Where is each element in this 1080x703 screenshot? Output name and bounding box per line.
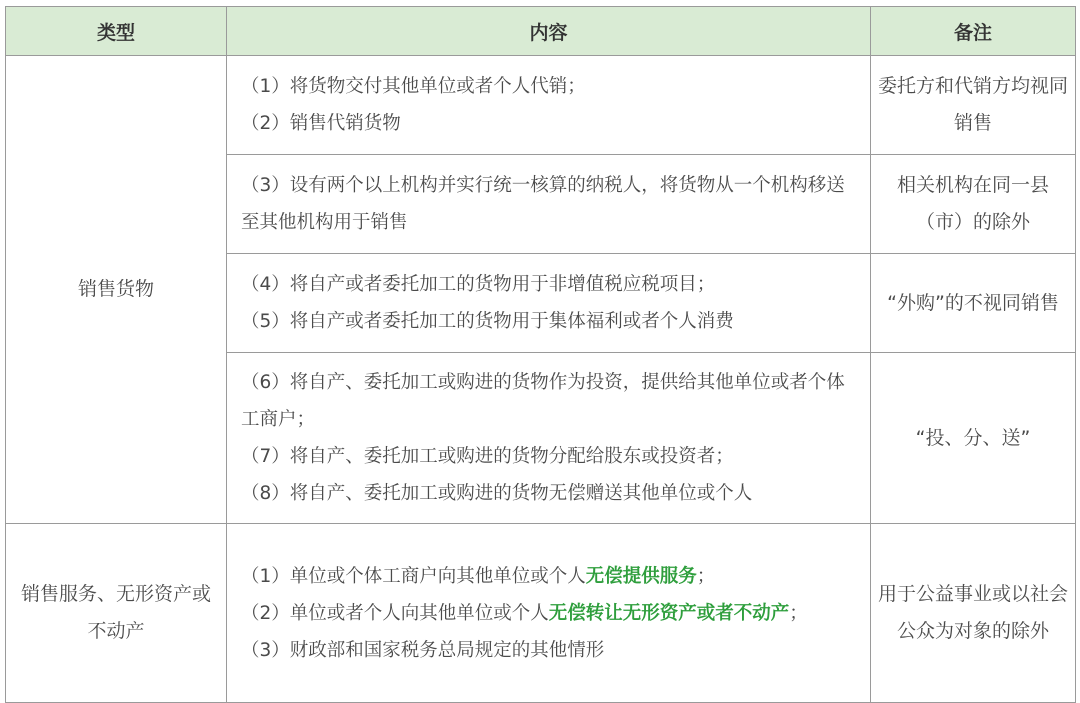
content-line: （6）将自产、委托加工或购进的货物作为投资，提供给其他单位或者个体工商户； [241,372,845,430]
header-note: 备注 [871,7,1076,56]
content-cell [227,254,871,353]
content-line: （7）将自产、委托加工或购进的货物分配给股东或投资者； [241,446,734,467]
table-row [6,524,1076,703]
note-cell: “投、分、送” [871,353,1076,524]
content-text: ； [696,565,716,587]
content-cell [227,56,871,155]
type-label: 销售服务、无形资产或不动产 [20,583,211,642]
content-line: （8）将自产、委托加工或购进的货物无偿赠送其他单位或个人 [241,483,753,504]
table-header-row [6,7,1076,56]
note-cell: 相关机构在同一县（市）的除外 [871,155,1076,254]
content-line: （1）将货物交付其他单位或者个人代销； [241,76,586,97]
header-content: 内容 [227,7,871,56]
type-cell-services [6,524,227,703]
highlight-text: 无偿提供服务 [585,565,697,587]
content-cell [227,353,871,524]
content-cell [227,155,871,254]
content-line: （3）财政部和国家税务总局规定的其他情形 [241,639,605,661]
tax-table [5,6,1076,703]
header-type: 类型 [6,7,227,56]
content-line: （3）设有两个以上机构并实行统一核算的纳税人，将货物从一个机构移送至其他机构用于销售 [241,175,845,233]
content-text: （2）单位或者个人向其他单位或个人 [241,602,549,624]
content-cell [227,524,871,703]
content-text: ； [789,602,808,624]
note-cell: 委托方和代销方均视同销售 [871,56,1076,155]
content-line: （2）销售代销货物 [241,113,401,134]
highlight-text: 无偿转让无形资产或者不动产 [548,602,790,624]
note-cell: “外购”的不视同销售 [871,254,1076,353]
content-line: （4）将自产或者委托加工的货物用于非增值税应税项目； [241,274,716,295]
content-line [241,558,860,595]
content-line: （5）将自产或者委托加工的货物用于集体福利或者个人消费 [241,311,734,332]
content-text: （1）单位或个体工商户向其他单位或个人 [241,565,586,587]
note-cell: 用于公益事业或以社会公众为对象的除外 [871,524,1076,703]
content-line [241,595,860,632]
type-cell-goods: 销售货物 [6,56,227,524]
table-row [6,56,1076,155]
